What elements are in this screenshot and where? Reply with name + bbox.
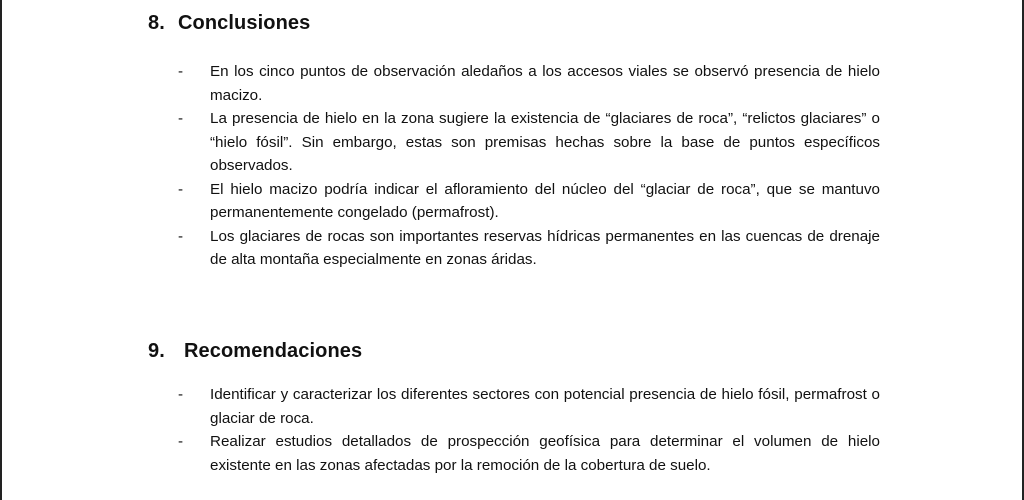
bullet-marker: -: [178, 180, 184, 198]
section-title: Conclusiones: [178, 12, 311, 34]
list-item-text: Realizar estudios detallados de prospección geofísica para determinar el volumen de hielo existente en las zonas afectadas por la remoción de la cobertura de suelo.: [210, 433, 880, 474]
bullet-marker: -: [178, 433, 184, 450]
bullet-marker: -: [178, 386, 184, 403]
list-item: [178, 383, 880, 430]
bullet-marker: -: [178, 63, 184, 80]
section-number: 9.: [148, 340, 165, 362]
list-item-text: Identificar y caracterizar los diferentes sectores con potencial presencia de hielo fósil, permafrost o glaciar de roca.: [210, 386, 880, 427]
page-left-border: [0, 0, 2, 500]
recomendaciones-list: [178, 383, 880, 477]
list-item: [178, 178, 880, 225]
section-heading-recomendaciones: [148, 340, 362, 363]
conclusiones-list: [178, 60, 880, 272]
list-item-text: Los glaciares de rocas son importantes reservas hídricas permanentes en las cuencas de drenaje de alta montaña especialmente en zonas áridas.: [210, 227, 880, 268]
list-item-text: El hielo macizo podría indicar el afloramiento del núcleo del “glaciar de roca”, que se mantuvo permanentemente congelado (permafrost).: [210, 180, 880, 221]
section-number: 8.: [148, 12, 165, 34]
list-item: [178, 225, 880, 272]
list-item: [178, 430, 880, 477]
section-heading-conclusiones: [148, 12, 310, 35]
list-item: [178, 107, 880, 178]
list-item: [178, 60, 880, 107]
section-title: Recomendaciones: [184, 340, 363, 362]
list-item-text: En los cinco puntos de observación aledaños a los accesos viales se observó presencia de hielo macizo.: [210, 63, 880, 104]
bullet-marker: -: [178, 227, 184, 245]
bullet-marker: -: [178, 110, 184, 127]
list-item-text: La presencia de hielo en la zona sugiere la existencia de “glaciares de roca”, “relictos glaciares” o “hielo fósil”. Sin embargo, estas son premisas hechas sobre la base de puntos específicos observados.: [210, 110, 880, 174]
